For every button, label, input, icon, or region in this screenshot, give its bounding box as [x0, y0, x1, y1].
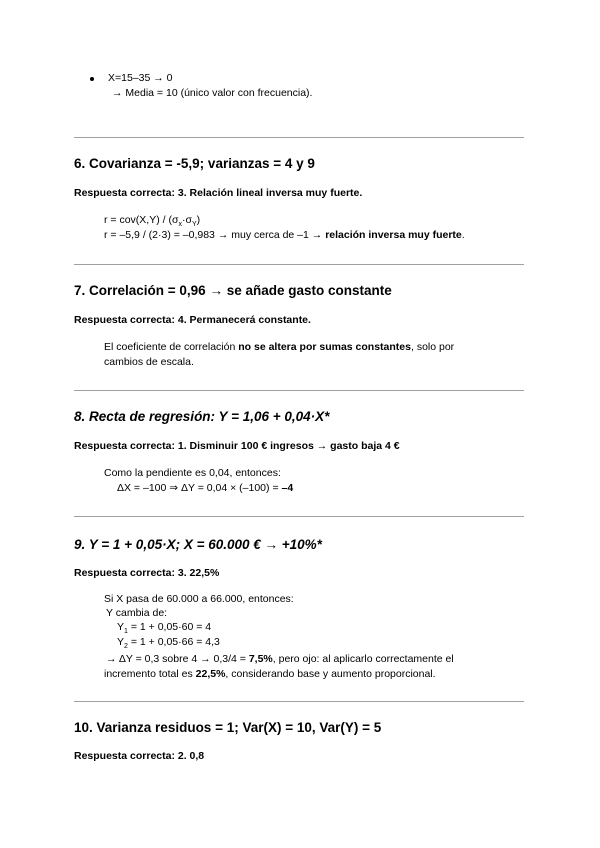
- q8-line2-text: ΔX = –100 ⇒ ΔY = 0,04 × (–100) =: [117, 482, 282, 494]
- q9-line5-bold: 7,5%: [248, 653, 273, 665]
- q6-formula-prefix: r = cov(X,Y) / (σ: [104, 214, 179, 226]
- q9-line6-b: , considerando base y aumento proporcional.: [225, 668, 436, 680]
- q8-title: 8. Recta de regresión: Y = 1,06 + 0,04·X*: [74, 409, 330, 424]
- q9-line2: Y cambia de:: [106, 607, 168, 619]
- q9-line5-a: → ΔY = 0,3 sobre 4 → 0,3/4 =: [106, 653, 249, 665]
- q9-line6: [104, 667, 436, 681]
- q6-calc: [104, 228, 465, 242]
- q7-text-line1: [104, 340, 454, 354]
- q6-answer: Respuesta correcta: 3. Relación lineal inversa muy fuerte.: [74, 187, 363, 199]
- media-text: → Media = 10 (único valor con frecuencia).: [112, 87, 313, 99]
- q8-answer: Respuesta correcta: 1. Disminuir 100 € ingresos → gasto baja 4 €: [74, 440, 400, 452]
- q7-text-line2: cambios de escala.: [104, 356, 194, 368]
- q9-title: 9. Y = 1 + 0,05·X; X = 60.000 € → +10%*: [74, 537, 322, 552]
- q6-sub-x: x: [178, 221, 182, 229]
- q9-line5: [106, 652, 454, 666]
- q7-answer: Respuesta correcta: 4. Permanecerá constante.: [74, 314, 311, 326]
- q9-line6-a: incremento total es: [104, 668, 196, 680]
- q7-text-b: , solo por: [410, 341, 455, 353]
- q9-y1-sub: 1: [124, 628, 128, 636]
- q9-line5-b: , pero ojo: al aplicarlo correctamente el: [272, 653, 454, 665]
- divider: [74, 137, 524, 138]
- divider: [74, 264, 524, 265]
- q9-answer: Respuesta correcta: 3. 22,5%: [74, 567, 220, 579]
- q6-calc-end: .: [461, 229, 465, 241]
- q7-title: 7. Correlación = 0,96 → se añade gasto constante: [74, 283, 392, 298]
- q8-line1: Como la pendiente es 0,04, entonces:: [104, 467, 281, 479]
- divider: [74, 516, 524, 517]
- q9-line6-bold: 22,5%: [195, 668, 226, 680]
- q8-line2: [117, 481, 293, 495]
- q6-calc-bold: relación inversa muy fuerte: [325, 229, 462, 241]
- q9-y2-label: Y: [117, 636, 125, 648]
- bullet-text: X=15–35 → 0: [108, 72, 173, 84]
- q7-text-a: El coeficiente de correlación: [104, 341, 239, 353]
- q7-text-bold: no se altera por sumas constantes: [238, 341, 411, 353]
- q10-title: 10. Varianza residuos = 1; Var(X) = 10, Var(Y) = 5: [74, 720, 382, 735]
- q9-y1-rest: = 1 + 0,05·60 = 4: [127, 621, 212, 633]
- list-bullet: [90, 77, 94, 81]
- q6-calc-text: r = –5,9 / (2·3) = –0,983 → muy cerca de –1 →: [104, 229, 326, 241]
- divider: [74, 701, 524, 702]
- q10-answer: Respuesta correcta: 2. 0,8: [74, 750, 205, 762]
- q6-title: 6. Covarianza = -5,9; varianzas = 4 y 9: [74, 156, 315, 171]
- q9-line1: Si X pasa de 60.000 a 66.000, entonces:: [104, 593, 294, 605]
- q8-line2-bold: –4: [281, 482, 294, 494]
- q9-y2-rest: = 1 + 0,05·66 = 4,3: [127, 636, 220, 648]
- q9-y1-label: Y: [117, 621, 125, 633]
- divider: [74, 390, 524, 391]
- q6-sub-y: Y: [191, 221, 197, 229]
- q6-formula-mid: ·σ: [181, 214, 192, 226]
- q6-formula-suffix: ): [196, 214, 201, 226]
- q9-y2-sub: 2: [124, 643, 128, 651]
